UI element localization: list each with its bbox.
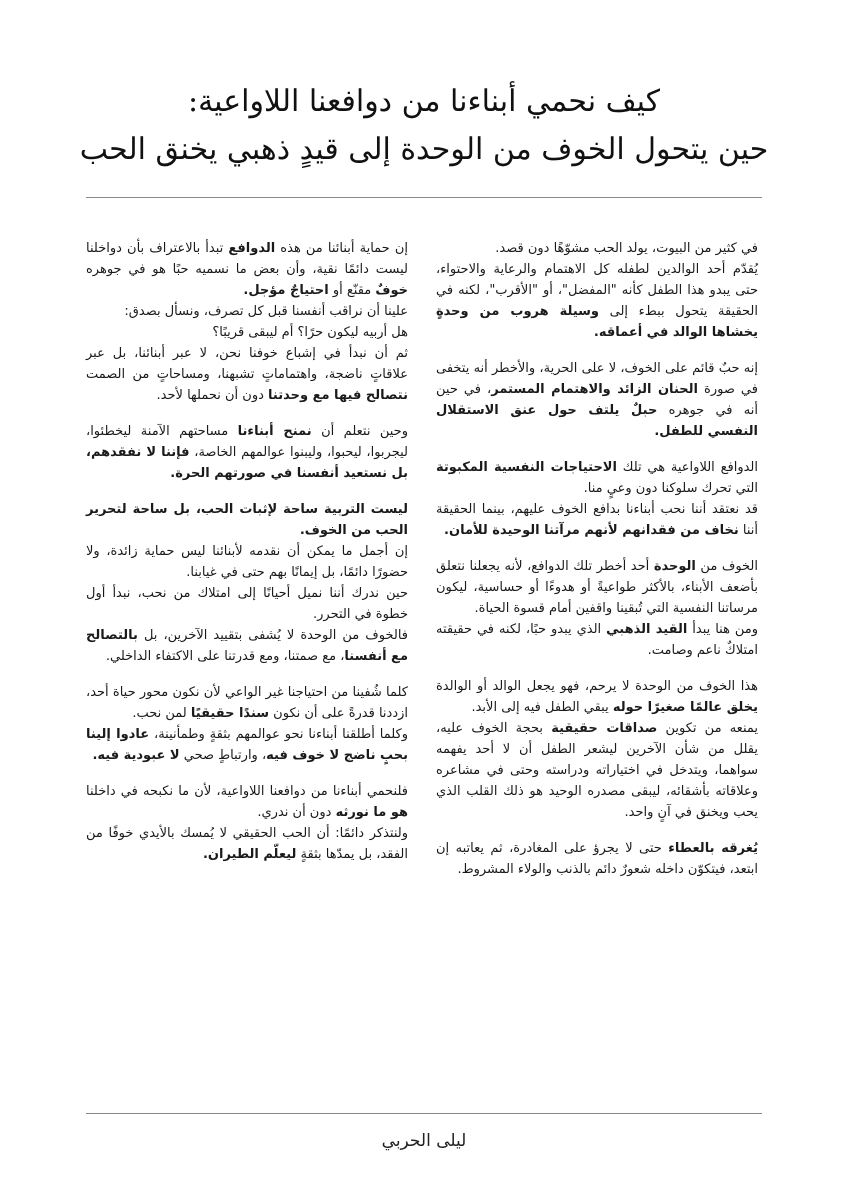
bold-text: خوفٌ	[375, 283, 408, 298]
bold-text: يُغرقه بالعطاء	[668, 841, 758, 856]
paragraph: يُغرقه بالعطاء حتى لا يجرؤ على المغادرة، ثم يعاتبه إن ابتعد، فيتكوّن داخله شعورٌ دائم بالذنب والولاء المشروط.	[436, 841, 758, 877]
bold-text: سندًا حقيقيًا	[190, 706, 270, 721]
bold-text: ليعلّم الطيران.	[202, 847, 297, 862]
bold-text: فإننا لا نفقدهم، بل نستعيد أنفسنا في صورتهم الحرة.	[86, 445, 408, 481]
bold-text: ليست التربية ساحة لإثبات الحب، بل ساحة لتحرير الحب من الخوف.	[86, 502, 408, 538]
bold-text: نخاف من فقدانهم لأنهم مرآتنا الوحيدة للأمان.	[444, 523, 739, 538]
paragraph: إن حماية أبنائنا من هذه الدوافع تبدأ بالاعتراف بأن دواخلنا ليست دائمًا نقية، وأن بعض ما نسميه حبًا هو في جوهره خوفٌ مقنّع أو احتياجٌ مؤجل. علينا أن نراقب أنفسنا قبل كل تصرف، ونسأل بصدق: هل أربيه ليكون حرًا؟ أم ليبقى قريبًا؟ ثم أن نبدأ في إشباع خوفنا نحن، لا عبر أبنائنا، بل عبر علاقاتٍ ناضجة، واهتماماتٍ تشبهنا، ومساحاتٍ من الصمت نتصالح فيها مع وحدتنا دون أن نحملها لأحد.	[86, 241, 408, 403]
bold-text: احتياجٌ مؤجل.	[243, 283, 329, 298]
bold-text: نتصالح فيها مع وحدتنا	[268, 388, 408, 403]
left-column	[86, 238, 408, 880]
bold-text: القيد الذهبي	[606, 622, 688, 637]
bold-text: يخلق عالمًا صغيرًا حوله	[612, 700, 758, 715]
article-title	[60, 78, 788, 174]
paragraph: هذا الخوف من الوحدة لا يرحم، فهو يجعل الوالد أو الوالدة يخلق عالمًا صغيرًا حوله يبقي الطفل فيه إلى الأبد. يمنعه من تكوين صداقات حقيقية بحجة الخوف عليه، يقلل من شأن الآخرين ليشعر الطفل أن لا أحد يفهمه سواهما، ويتدخل في اختياراته ودراسته وحتى في مشاعره وعلاقاته بأشقائه، ليبقى مصدره الوحيد هو ذلك القلب الذي يحب ويخنق في آنٍ واحد.	[436, 679, 758, 820]
bold-text: بالتصالح مع أنفسنا	[86, 628, 408, 664]
bold-text: حبلٌ يلتف حول عنق الاستقلال النفسي للطفل.	[436, 403, 758, 439]
bottom-divider	[86, 1113, 762, 1114]
title-line-1: كيف نحمي أبناءنا من دوافعنا اللاواعية:	[187, 84, 661, 119]
bold-text: وسيلة هروب من وحدةٍ يخشاها الوالد في أعماقه.	[436, 304, 758, 340]
bold-text: هو ما نورثه	[335, 805, 408, 820]
paragraph: كلما شُفينا من احتياجنا غير الواعي لأن نكون محور حياة أحد، ازددنا قدرةً على أن نكون سندًا حقيقيًا لمن نحب. وكلما أطلقنا أبناءنا نحو عوالمهم بثقةٍ وطمأنينة، عادوا إلينا بحبٍ ناضج لا خوف فيه، وارتباطٍ صحي لا عبودية فيه.	[86, 685, 408, 763]
paragraph: الدوافع اللاواعية هي تلك الاحتياجات النفسية المكبوتة التي تحرك سلوكنا دون وعيٍ منا. قد نعتقد أننا نحب أبناءنا بدافع الخوف عليهم، بينما الحقيقة أننا نخاف من فقدانهم لأنهم مرآتنا الوحيدة للأمان.	[436, 460, 758, 538]
author-name: ليلى الحربي	[381, 1131, 467, 1151]
paragraph: الخوف من الوحدة أحد أخطر تلك الدوافع، لأنه يجعلنا نتعلق بأضعف الأبناء، بالأكثر طواعيةً أو هدوءًا أو حساسية، ليكون مرساتنا النفسية التي تُبقينا واقفين أمام قسوة الحياة. ومن هنا يبدأ القيد الذهبي الذي يبدو حبًا، لكنه في حقيقته امتلاكٌ ناعم وصامت.	[436, 559, 759, 658]
bold-text: الاحتياجات النفسية المكبوتة	[436, 460, 617, 475]
paragraph: وحين نتعلم أن نمنح أبناءنا مساحتهم الآمنة ليخطئوا، ليجربوا، ليحبوا، وليبنوا عوالمهم الخاصة، فإننا لا نفقدهم، بل نستعيد أنفسنا في صورتهم الحرة.	[86, 424, 409, 481]
bold-text: الدوافع	[228, 241, 276, 256]
bold-text: نمنح أبناءنا	[237, 424, 312, 439]
paragraph: ليست التربية ساحة لإثبات الحب، بل ساحة لتحرير الحب من الخوف. إن أجمل ما يمكن أن نقدمه لأبنائنا ليس حماية زائدة، ولا حضورًا دائمًا، بل إيمانًا بهم حتى في غيابنا. حين ندرك أننا نميل أحيانًا إلى امتلاك من نحب، نبدأ أول خطوة في التحرر. فالخوف من الوحدة لا يُشفى بتقييد الآخرين، بل بالتصالح مع أنفسنا، مع صمتنا، ومع قدرتنا على الاكتفاء الداخلي.	[86, 502, 408, 664]
title-line-2: حين يتحول الخوف من الوحدة إلى قيدٍ ذهبي يخنق الحب	[79, 132, 769, 167]
bold-text: صداقات حقيقية	[551, 721, 658, 736]
bold-text: الوحدة	[653, 559, 696, 574]
bold-text: الحنان الزائد والاهتمام المستمر	[491, 382, 698, 397]
bold-text: لا عبودية فيه.	[92, 748, 180, 763]
paragraph: إنه حبٌ قائم على الخوف، لا على الحرية، والأخطر أنه يتخفى في صورة الحنان الزائد والاهتمام المستمر، في حين أنه في جوهره حبلٌ يلتف حول عنق الاستقلال النفسي للطفل.	[436, 361, 758, 439]
right-column	[436, 238, 758, 895]
paragraph: في كثير من البيوت، يولد الحب مشوّهًا دون قصد. يُقدّم أحد الوالدين لطفله كل الاهتمام والرعاية والاحتواء، حتى يبدو هذا الطفل كأنه "المفضل"، أو "الأقرب"، لكنه في الحقيقة يتحول ببطء إلى وسيلة هروب من وحدةٍ يخشاها الوالد في أعماقه.	[436, 241, 758, 340]
bold-text: عادوا إلينا بحبٍ ناضج لا خوف فيه	[86, 727, 408, 763]
top-divider	[86, 197, 762, 198]
paragraph: فلنحمي أبناءنا من دوافعنا اللاواعية، لأن ما نكبحه في داخلنا هو ما نورثه دون أن ندري. ولنتذكر دائمًا: أن الحب الحقيقي لا يُمسك بالأيدي خوفًا من الفقد، بل يمدّها بثقةٍ ليعلّم الطيران.	[86, 784, 408, 862]
